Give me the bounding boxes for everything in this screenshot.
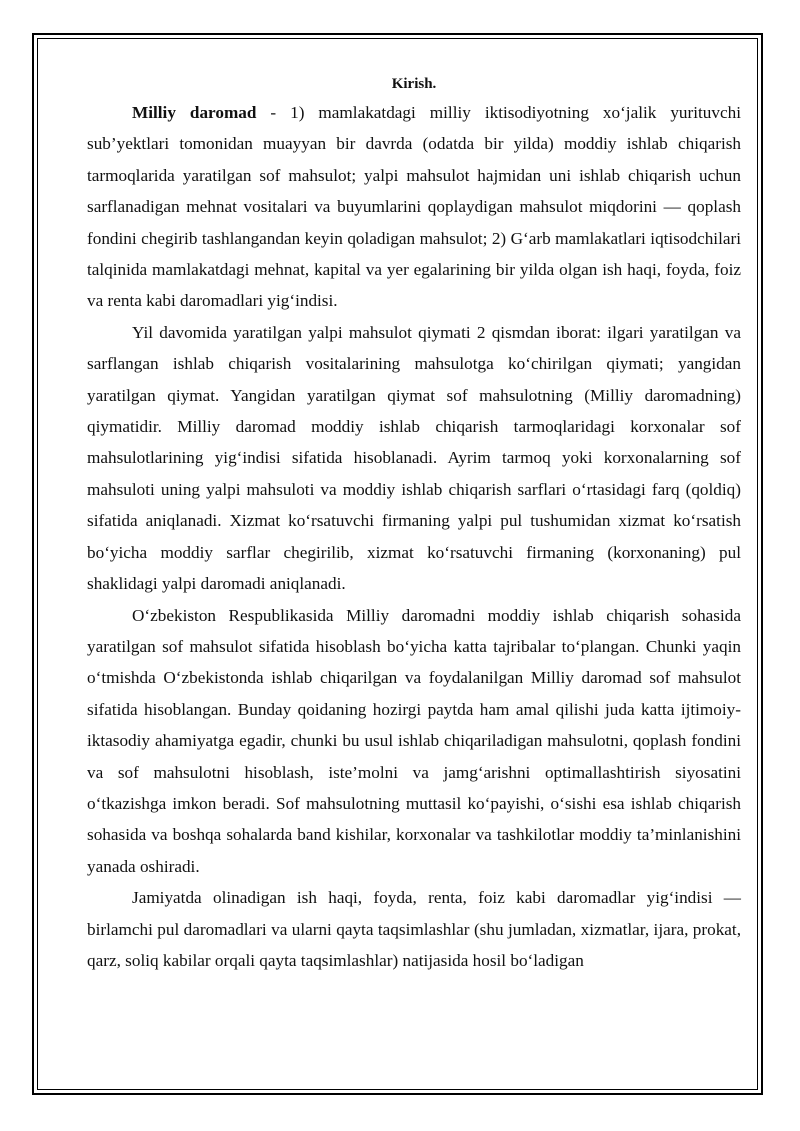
paragraph-4: Jamiyatda olinadigan ish haqi, foyda, renta, foiz kabi daromadlar yig‘indisi — birlamchi pul daromadlari va ularni qayta taqsimlashlar (shu jumladan, xizmatlar, ijara, prokat, qarz, soliq kabilar orqali qayta taqsimlashlar) natijasida hosil bo‘ladigan [87,888,741,970]
defined-term: Milliy daromad [132,103,257,122]
document-body [87,68,741,976]
paragraph-2: Yil davomida yaratilgan yalpi mahsulot qiymati 2 qismdan iborat: ilgari yaratilgan va sarflangan ishlab chiqarish vositalarining mahsulotga ko‘chirilgan qiymati; yangidan yaratilgan qiymat. Yangidan yaratilgan qiymat sof mahsulotning (Milliy daromadning) qiymatidir. Milliy daromad moddiy ishlab chiqarish tarmoqlaridagi korxonalar sof mahsulotlarining yig‘indisi sifatida hisoblanadi. Ayrim tarmoq yoki korxonalarning sof mahsuloti uning yalpi mahsuloti va moddiy ishlab chiqarish sarflari o‘rtasidagi farq (qoldiq) sifatida aniqlanadi. Xizmat ko‘rsatuvchi firmaning yalpi pul tushumidan xizmat ko‘rsatish bo‘yicha moddiy sarflar chegirilib, xizmat ko‘rsatuvchi firmaning (korxonaning) pul shaklidagi yalpi daromadi aniqlanadi. [87,322,741,594]
document-title: Kirish. [391,76,437,92]
paragraph-1-text: - 1) mamlakatdagi milliy iktisodiyotning xo‘jalik yurituvchi sub’yektlari tomonidan muayyan bir davrda (odatda bir yilda) moddiy ishlab chiqarish tarmoqlarida yaratilgan sof mahsulot; yalpi mahsulot hajmidan uni ishlab chiqarish uchun sarflanadigan mehnat vositalari va buyumlarini qoplaydigan mahsulot miqdorini — qoplash fondini chegirib tashlangandan keyin qoladigan mahsulot; 2) G‘arb mamlakatlari iqtisodchilari talqinida mamlakatdagi mehnat, kapital va yer egalarining bir yilda olgan ish haqi, foyda, foiz va renta kabi daromadlari yig‘indisi. [87,103,741,311]
paragraph-3: O‘zbekiston Respublikasida Milliy daromadni moddiy ishlab chiqarish sohasida yaratilgan sof mahsulot sifatida hisoblash bo‘yicha katta tajribalar to‘plangan. Chunki yaqin o‘tmishda O‘zbekistonda ishlab chiqarilgan va foydalanilgan Milliy daromad sof mahsulot sifatida hisoblangan. Bunday qoidaning hozirgi paytda ham amal qilishi juda katta ijtimoiy-iktasodiy ahamiyatga egadir, chunki bu usul ishlab chiqariladigan mahsulotni, qoplash fondini va sof mahsulotni hisoblash, iste’molni va jamg‘arishni optimallashtirish siyosatini o‘tkazishga imkon beradi. Sof mahsulotning muttasil ko‘payishi, o‘sishi esa ishlab chiqarish sohasida va boshqa sohalarda band kishilar, korxonalar va tashkilotlar moddiy ta’minlanishini yanada oshiradi. [87,605,741,876]
paragraph-1 [87,97,741,317]
